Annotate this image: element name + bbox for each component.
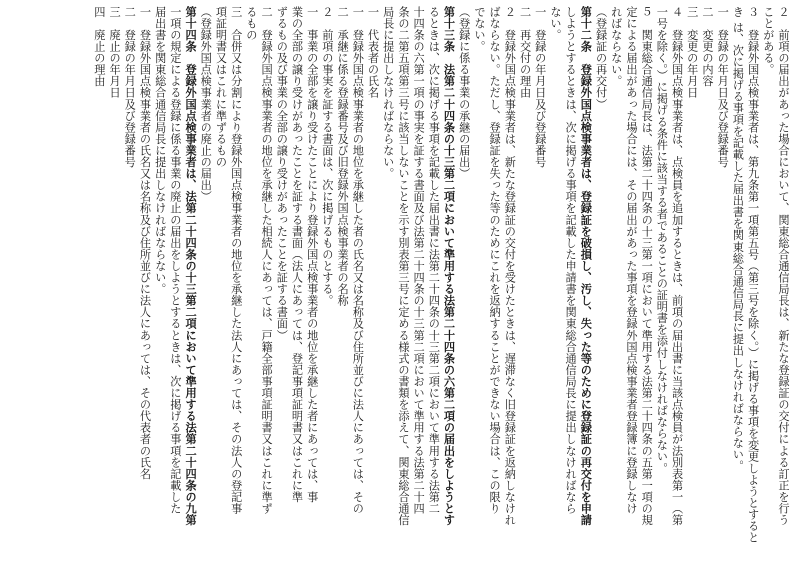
text-line: しようとするときは、次に掲げる事項を記載した申請書を関東総合通信局長に提出しなければなら [564,6,578,515]
text-line: 定による届出があった場合には、その届出があった事項を登録外国点検事業者登録簿に登録しなけ [624,6,638,515]
text-line: ことがある。 [761,6,775,76]
text-line: 三 合併又は分割により登録外国点検事業者の地位を承継した法人にあっては、その法人の登記事 [229,6,243,515]
text-line: ２ 前項の届出があった場合において、関東総合通信局長は、新たな登録証の交付による訂正を行う [777,6,790,526]
text-line: 第十二条 登録外国点検事業者は、登録証を破損し、汚し、失った等のために登録証の再交付を申請 [579,6,593,526]
text-line: ５ 関東総合通信局長は、法第二十四条の十三第一項において準用する法第二十四条の五第一項の規 [640,6,654,526]
text-line: （登録に係る事業の承継の届出） [457,6,471,180]
text-line: （登録証の再交付） [594,6,608,110]
text-line: 十四条の六第一項の事実を証する書面及び法第二十四条の十三第二項において準用する法第二十四 [412,6,426,515]
text-line: ４ 登録外国点検事業者は、点検員を追加するときは、前項の届出書に当該点検員が法別表第一（第 [670,6,684,526]
text-line: ずるもの及び事業の全部の譲り受けがあったことを証する書面） [275,6,289,341]
text-line: ればならない。 [609,6,623,87]
text-line: 四 廃止の理由 [92,6,106,87]
text-line: 二 承継に係る登録番号及び旧登録外国点検事業者の名称 [336,6,350,307]
text-line: ない。 [548,6,562,41]
text-line: でない。 [472,6,486,53]
text-line: 一 登録外国点検事業者の氏名又は名称及び住所並びに法人にあっては、その代表者の氏名 [138,6,152,480]
text-line: ２ 前項の事実を証する書面は、次に掲げるものとする。 [320,6,334,307]
text-line: 項証明書又はこれに準ずるもの [214,6,228,168]
text-line: （登録外国点検事業者の廃止の届出） [199,6,213,203]
text-line: 二 登録外国点検事業者の地位を承継した相続人にあっては、戸籍全部事項証明書又はこれに準ず [260,6,274,515]
text-line: 一 代表者の氏名 [366,6,380,99]
text-line: き は、次に掲げる事項を記載した届出書を関東総合通信局長に提出しなければならない。 [731,6,745,472]
text-line: 一項の規定による登録に係る事業の廃止の届出をしようとするときは、次に掲げる事項を記載した [168,6,182,515]
text-line: 第十三条 法第二十四条の十三第二項において準用する法第二十四条の六第二項の届出をしようとす [442,6,456,526]
text-line: ２ 登録外国点検事業者は、新たな登録証の交付を受けたときは、遅滞なく旧登録証を返納しなけれ [503,6,517,526]
text-line: 届出書を関東総合通信局長に提出しなければならない。 [153,6,167,295]
text-line: 第十四条 登録外国点検事業者は、法第二十四条の十三第二項において準用する法第二十四条の九第 [184,6,198,526]
text-line: 一号を除く。）に掲げる条件に該当する者であることの証明書を添付しなければならない。 [655,6,669,474]
text-line: ３ 登録外国点検事業者は、第九条第一項第五号（第三号を除く。）に掲げる事項を変更しようとすると [746,6,760,544]
text-line: 二 変更の内容 [700,6,714,87]
text-line: 二 登録の年月日及び登録番号 [123,6,137,168]
text-line: 条の二第五項第三号に該当しないことを示す別表第三号に定める様式の書類を添えて、関東総合通信 [396,6,410,526]
text-line: 三 変更の年月日 [685,6,699,99]
text-line: 業の全部の譲り受けがあったことを証する書面（法人にあっては、登記事項証明書又はこれに準 [290,6,304,503]
text-line: 三 廃止の年月日 [108,6,122,99]
text-line: ばならない。ただし、登録証を失った等のためにこれを返納することができない場合は、この限り [488,6,502,515]
text-line: るときは、次に掲げる事項を記載した届出書に法第二十四条の十三第二項において準用する法第二 [427,6,441,515]
text-line: 二 再交付の理由 [518,6,532,99]
text-line: るもの [244,6,258,41]
text-line: 一 登録の年月日及び登録番号 [716,6,730,168]
text-line: 一 事業の全部を譲り受けたことにより登録外国点検事業者の地位を承継した者にあっては、事 [305,6,319,503]
text-line: 局長に提出しなければならない。 [381,6,395,180]
vertical-regulation-text [8,6,791,560]
text-line: 一 登録外国点検事業者の地位を承継した者の氏名又は名称及び住所並びに法人にあっては、その [351,6,365,515]
text-line: 一 登録の年月日及び登録番号 [533,6,547,168]
